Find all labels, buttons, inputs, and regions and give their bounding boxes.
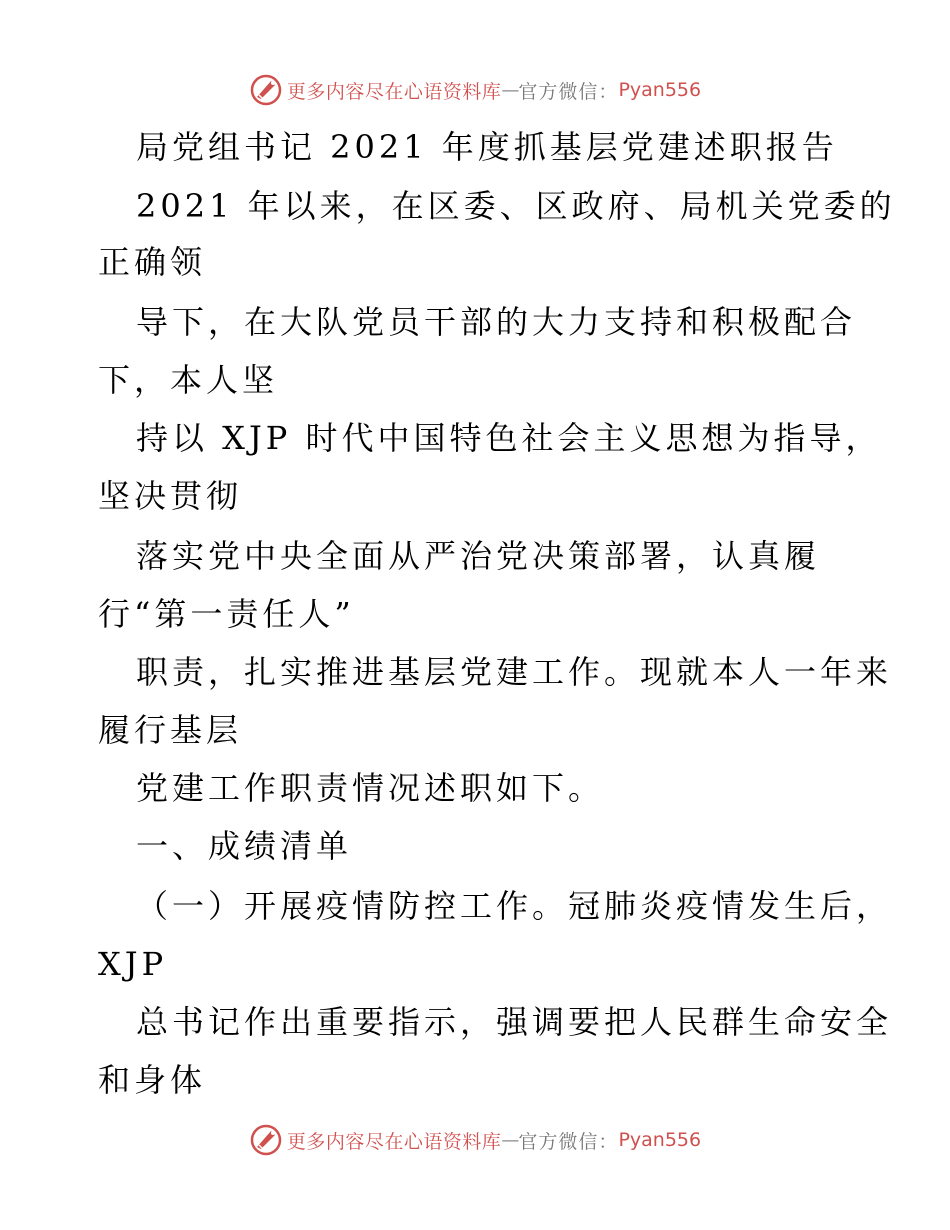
- paragraph-line: 下，本人坚: [98, 361, 279, 399]
- quill-pen-logo-icon: [249, 1123, 283, 1157]
- watermark-brand: 更多内容尽在心语资料库: [286, 80, 502, 103]
- paragraph-line: 党建工作职责情况述职如下。: [136, 769, 605, 807]
- paragraph-line: 正确领: [98, 243, 207, 281]
- watermark-wechat-label: 官方微信：: [518, 1130, 619, 1153]
- paragraph-line: 和身体: [98, 1061, 207, 1099]
- paragraph-line: 落实党中央全面从严治党决策部署，认真履: [136, 537, 821, 575]
- paragraph-line: 2021 年以来，在区委、区政府、局机关党委的: [136, 187, 896, 225]
- watermark-wechat-label: 官方微信：: [518, 80, 619, 103]
- paragraph-line: 坚决贯彻: [98, 477, 243, 515]
- paragraph-line: （一）开展疫情防控工作。冠肺炎疫情发生后，: [136, 887, 893, 925]
- watermark-banner-top: [0, 70, 950, 110]
- document-title: 局党组书记 2021 年度抓基层党建述职报告: [136, 128, 838, 166]
- paragraph-line: 导下，在大队党员干部的大力支持和积极配合: [136, 303, 857, 341]
- quill-pen-logo-icon: [249, 73, 283, 107]
- section-heading: 一、成绩清单: [136, 827, 353, 865]
- paragraph-line: XJP: [98, 945, 168, 983]
- paragraph-line: 行“第一责任人”: [98, 595, 355, 633]
- paragraph-line: 持以 XJP 时代中国特色社会主义思想为指导，: [136, 419, 882, 457]
- watermark-banner-bottom: [0, 1120, 950, 1160]
- paragraph-line: 履行基层: [98, 711, 243, 749]
- watermark-separator: —: [501, 1129, 519, 1151]
- paragraph-line: 职责，扎实推进基层党建工作。现就本人一年来: [136, 653, 893, 691]
- watermark-separator: —: [501, 79, 519, 101]
- watermark-brand: 更多内容尽在心语资料库: [286, 1130, 502, 1153]
- watermark-wechat-id: Pyan556: [618, 1129, 702, 1151]
- paragraph-line: 总书记作出重要指示，强调要把人民群生命安全: [136, 1003, 893, 1041]
- watermark-wechat-id: Pyan556: [618, 79, 702, 101]
